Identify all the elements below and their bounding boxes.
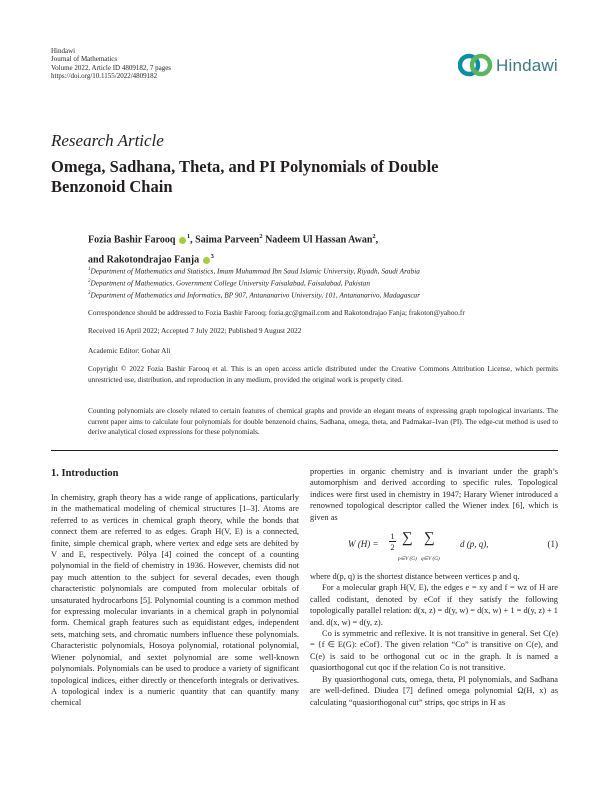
author-list: Fozia Bashir Farooq $^1$, Saima Parveen$^2$ Nadeem Ul Hassan Awan$^2$, and Rakotondrajao Fanja $^3$ (88, 233, 379, 266)
eq-fraction: 1 2 (390, 531, 395, 553)
correspondence: Correspondence should be addressed to Fozia Bashir Farooq; fozia.gc@gmail.com and Rakotondrajao Fanja; frakoton@yahoo.fr (88, 308, 465, 317)
copyright: Copyright © 2022 Fozia Bashir Farooq et al. This is an open access article distributed under the Creative Commons Attribution License, which permits unrestricted use, distribution, and reproduction in any medium, provided the original work is properly cited. (88, 364, 558, 384)
publisher-name: Hindawi (51, 47, 76, 55)
paragraph: where d(p, q) is the shortest distance between vertices p and q. (310, 572, 520, 582)
eq-sub-1: p∈V (G) (398, 556, 417, 563)
equation-1 (310, 529, 558, 565)
eq-rhs: d (p, q), (460, 539, 489, 550)
academic-editor: Academic Editor: Gohar Ali (88, 346, 171, 355)
article-type: Research Article (51, 131, 164, 150)
eq-sum-1: ∑ (402, 530, 413, 547)
journal-meta (51, 47, 171, 81)
eq-sub-2: q∈V (G) (421, 556, 440, 563)
left-column (51, 492, 299, 709)
hindawi-logo-icon (458, 52, 494, 78)
paragraph: By quasiorthogonal cuts, omega, theta, PI polynomials, and Sadhana are well-defined. Diudea [7] defined omega polynomial Ω(H, x) as calculating “quasiorthogonal cut” strips, qoc strips in H as (310, 674, 558, 707)
divider (51, 450, 558, 451)
author-affil-num: 3 (210, 253, 214, 261)
hindawi-logo (458, 50, 558, 80)
paragraph: In chemistry, graph theory has a wide range of applications, particularly in the mathematical modeling of chemical structures [1–3]. Atoms are referred to as vertices in chemical graph theory, while the bonds that connect them are referred to as edges. Graph H(V, E) is a connected, finite, simple chemical graph, where vertex and edge sets are debited by V and E, respectively. Pólya [4] coined the concept of a counting polynomial in the field of chemistry in 1936. However, chemists did not pay much attention to the subject for several decades, even though characteristic polynomials are computed from molecular orbitals of unsaturated hydrocarbons [5]. Polynomial counting is a common method for expressing molecular invariants in a chemical graph in polynomial form. Chemical graph features such as equidistant edges, independent sets, matching sets, and chromatic numbers influence these polynomials. Characteristic polynomials, Hosoya polynomial, rotational polynomial, Wiener polynomial, and sextet polynomial are some well-known polynomials. Polynomials can be used to produce a variety of significant topological indices, either directly or thenceforth integrals or derivatives. A topological index is a numeric quantity that can quantify many chemical (51, 493, 299, 708)
author-name: Saima Parveen (195, 234, 260, 246)
author-affil-num: 1 (186, 233, 191, 240)
author-affil-num: 2 (259, 233, 263, 240)
paragraph: properties in organic chemistry and is invariant under the graph’s automorphism and derived according to specific rules. Topological indices were first used in chemistry in 1947; Harary Wiener introduced a renowned topological descriptor called the Wiener index [6], which is given as (310, 467, 558, 522)
eq-number: (1) (547, 539, 558, 550)
affiliation: $^1$Department of Mathematics and Statistics, Imam Muhammad Ibn Saud Islamic University, Riyadh, Saudi Arabia (88, 266, 420, 276)
affiliation: $^2$Department of Mathematics, Government College University Faisalabad, Faisalabad, Pakistan (88, 278, 370, 288)
doi-link[interactable]: https://doi.org/10.1155/2022/4809182 (51, 72, 158, 81)
journal-name: Journal of Mathematics (51, 55, 118, 64)
paragraph: Co is symmetric and reflexive. It is not transitive in general. Set C(e) = {f ∈ E(G): eCof}. The given relation “Co” is transitive on C(e), and C(e) is said to be orthogonal cut oc in the graph. It is named a quasiorthogonal cut qoc if the relation Co is not transitive. (310, 629, 558, 673)
orcid-icon[interactable] (203, 257, 210, 264)
dates: Received 16 April 2022; Accepted 7 July 2022; Published 9 August 2022 (88, 326, 302, 335)
author-affil-num: 2 (372, 233, 376, 240)
eq-lhs: W (H) = (348, 539, 379, 550)
orcid-icon[interactable] (179, 237, 186, 244)
author-name: and Rakotondrajao Fanja (88, 254, 200, 266)
logo-wordmark: Hindawi (496, 56, 558, 75)
eq-sum-2: ∑ (424, 530, 435, 547)
author-name: Nadeem Ul Hassan Awan (265, 234, 373, 246)
author-name: Fozia Bashir Farooq (88, 234, 176, 246)
article-title: Omega, Sadhana, Theta, and PI Polynomials of Double Benzonoid Chain (51, 157, 439, 196)
section-heading: 1. Introduction (51, 468, 119, 479)
paragraph: For a molecular graph H(V, E), the edges e = xy and f = wz of H are called codistant, denoted by eCof if they satisfy the following topologically parallel relation: d(x, z) = d(y, w) = d(x, w) + 1 = d(y, z) + 1 and. d(x, w) = d(y, z). (310, 583, 558, 627)
right-column (310, 466, 558, 708)
volume-line: Volume 2022, Article ID 4809182, 7 pages (51, 63, 172, 72)
abstract: Counting polynomials are closely related to certain features of chemical graphs and provide an elegant means of expressing graph topological invariants. The current paper aims to calculate four polynomials for double benzenoid chains, Sadhana, omega, theta, and Padmakar–Ivan (PI). The edge-cut method is used to derive analytical closed expressions for these polynomials. (88, 406, 558, 437)
affiliations (88, 265, 558, 301)
affiliation: $^3$Department of Mathematics and Informatics, BP 907, Antananarivo University, 101, Antananarivo, Madagascar (88, 290, 421, 300)
